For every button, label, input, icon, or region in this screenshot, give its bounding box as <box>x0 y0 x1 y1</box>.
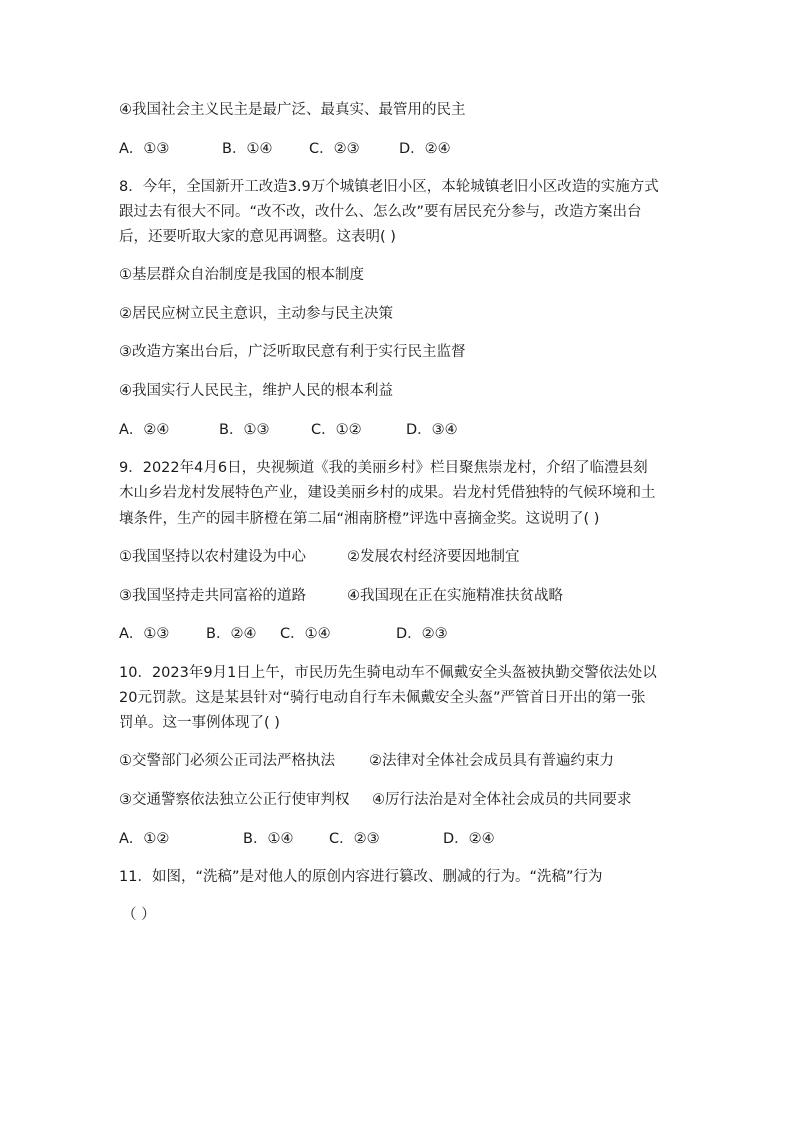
q11-stem: 11．如图，“洗稿”是对他人的原创内容进行篡改、删减的行为。“洗稿”行为 <box>119 869 603 885</box>
q8-stem-line-3: 后，还要听取大家的意见再调整。这表明( ) <box>119 229 396 245</box>
q9-stem-line-3: 壤条件，生产的园丰脐橙在第二届“湘南脐橙”评选中喜摘金奖。这说明了( ) <box>119 511 600 527</box>
q7-option-a: A．①③ <box>119 141 170 157</box>
q7-option-d: D．②④ <box>399 141 451 157</box>
q10-option-a: A．①② <box>119 831 170 847</box>
q8-stem-line-1: 8．今年，全国新开工改造3.9万个城镇老旧小区，本轮城镇老旧小区改造的实施方式 <box>119 179 659 195</box>
q8-item-2: ②居民应树立民主意识，主动参与民主决策 <box>119 306 393 322</box>
q8-item-1: ①基层群众自治制度是我国的根本制度 <box>119 267 364 283</box>
q10-option-d: D．②④ <box>443 831 495 847</box>
q9-option-b: B．②④ <box>206 626 257 642</box>
q9-item-3: ③我国坚持走共同富裕的道路 <box>119 588 306 604</box>
q8-option-a: A．②④ <box>119 422 170 438</box>
q7-item-4: ④我国社会主义民主是最广泛、最真实、最管用的民主 <box>119 102 466 118</box>
q8-stem-line-2: 跟过去有很大不同。“改不改，改什么、怎么改”要有居民充分参与，改造方案出台 <box>119 204 642 220</box>
q7-option-c: C．②③ <box>309 141 360 157</box>
q9-option-c: C．①④ <box>280 626 331 642</box>
q9-stem-line-1: 9．2022年4月6日，央视频道《我的美丽乡村》栏目聚焦崇龙村，介绍了临澧县刻 <box>119 460 648 476</box>
q9-item-1: ①我国坚持以农村建设为中心 <box>119 549 306 565</box>
q10-item-4: ④厉行法治是对全体社会成员的共同要求 <box>372 792 632 808</box>
q10-option-b: B．①④ <box>243 831 294 847</box>
q10-stem-line-1: 10．2023年9月1日上午，市民历先生骑电动车不佩戴安全头盔被执勤交警依法处以 <box>119 665 657 681</box>
q8-option-b: B．①③ <box>219 422 270 438</box>
q9-item-4: ④我国现在正在实施精准扶贫战略 <box>347 588 563 604</box>
q10-stem-line-3: 罚单。这一事例体现了( ) <box>119 715 280 731</box>
q9-option-d: D．②③ <box>396 626 448 642</box>
q8-option-d: D．③④ <box>406 422 458 438</box>
q10-item-1: ①交警部门必须公正司法严格执法 <box>119 753 335 769</box>
q8-option-c: C．①② <box>311 422 362 438</box>
q7-option-b: B．①④ <box>222 141 273 157</box>
q10-item-2: ②法律对全体社会成员具有普遍约束力 <box>369 753 614 769</box>
q9-item-2: ②发展农村经济要因地制宜 <box>347 549 520 565</box>
q10-stem-line-2: 20元罚款。这是某县针对“骑行电动自行车未佩戴安全头盔”严管首日开出的第一张 <box>119 690 646 706</box>
q10-item-3: ③交通警察依法独立公正行使审判权 <box>119 792 350 808</box>
q8-item-3: ③改造方案出台后，广泛听取民意有利于实行民主监督 <box>119 344 466 360</box>
q8-item-4: ④我国实行人民民主，维护人民的根本利益 <box>119 383 393 399</box>
q10-option-c: C．②③ <box>329 831 380 847</box>
q11-answer-blank: （ ） <box>122 907 156 923</box>
q9-stem-line-2: 木山乡岩龙村发展特色产业，建设美丽乡村的成果。岩龙村凭借独特的气候环境和土 <box>119 485 656 501</box>
q9-option-a: A．①③ <box>119 626 170 642</box>
